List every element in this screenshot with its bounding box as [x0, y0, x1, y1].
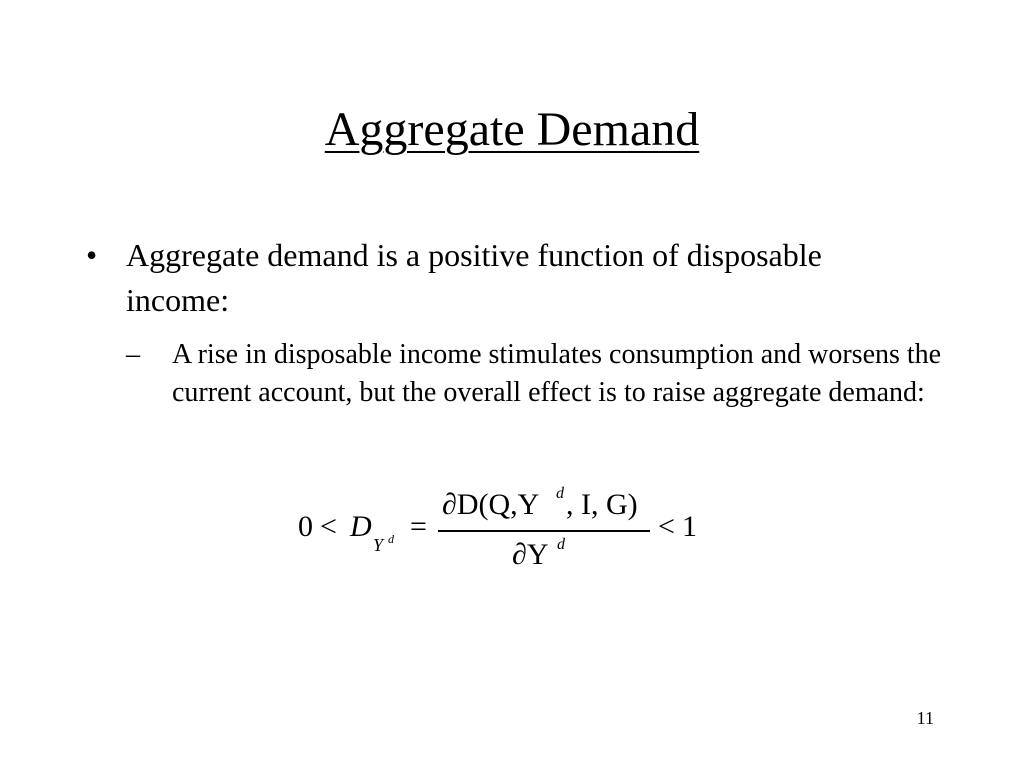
- formula-denominator: ∂Y: [512, 538, 549, 571]
- formula-denominator-superscript: d: [557, 536, 565, 553]
- formula-D: D: [350, 510, 372, 543]
- formula-numerator-rest: , I, G): [566, 488, 638, 521]
- sub-bullet-marker: –: [126, 339, 140, 370]
- page-number: 11: [916, 708, 934, 728]
- formula-less-than: <: [320, 510, 337, 543]
- fraction-bar: [438, 530, 650, 532]
- formula-less-than-2: <: [658, 510, 675, 543]
- formula-numerator-superscript: d: [556, 485, 564, 502]
- bullet-marker: •: [86, 237, 98, 273]
- formula-numerator: ∂D(Q,Y: [442, 488, 540, 521]
- formula-D-subscript-superscript: d: [388, 532, 394, 546]
- formula-D-subscript: Y: [373, 535, 384, 555]
- formula-equals: =: [410, 510, 427, 543]
- sub-bullet-text: A rise in disposable income stimulates consumption and worsens the current account, but the overall effect is to raise aggregate demand:: [172, 339, 942, 408]
- formula-zero: 0: [298, 510, 313, 543]
- bullet-text: Aggregate demand is a positive function of disposable income:: [126, 237, 822, 318]
- slide-title-text: Aggregate Demand: [324, 103, 700, 156]
- formula-one: 1: [682, 510, 697, 543]
